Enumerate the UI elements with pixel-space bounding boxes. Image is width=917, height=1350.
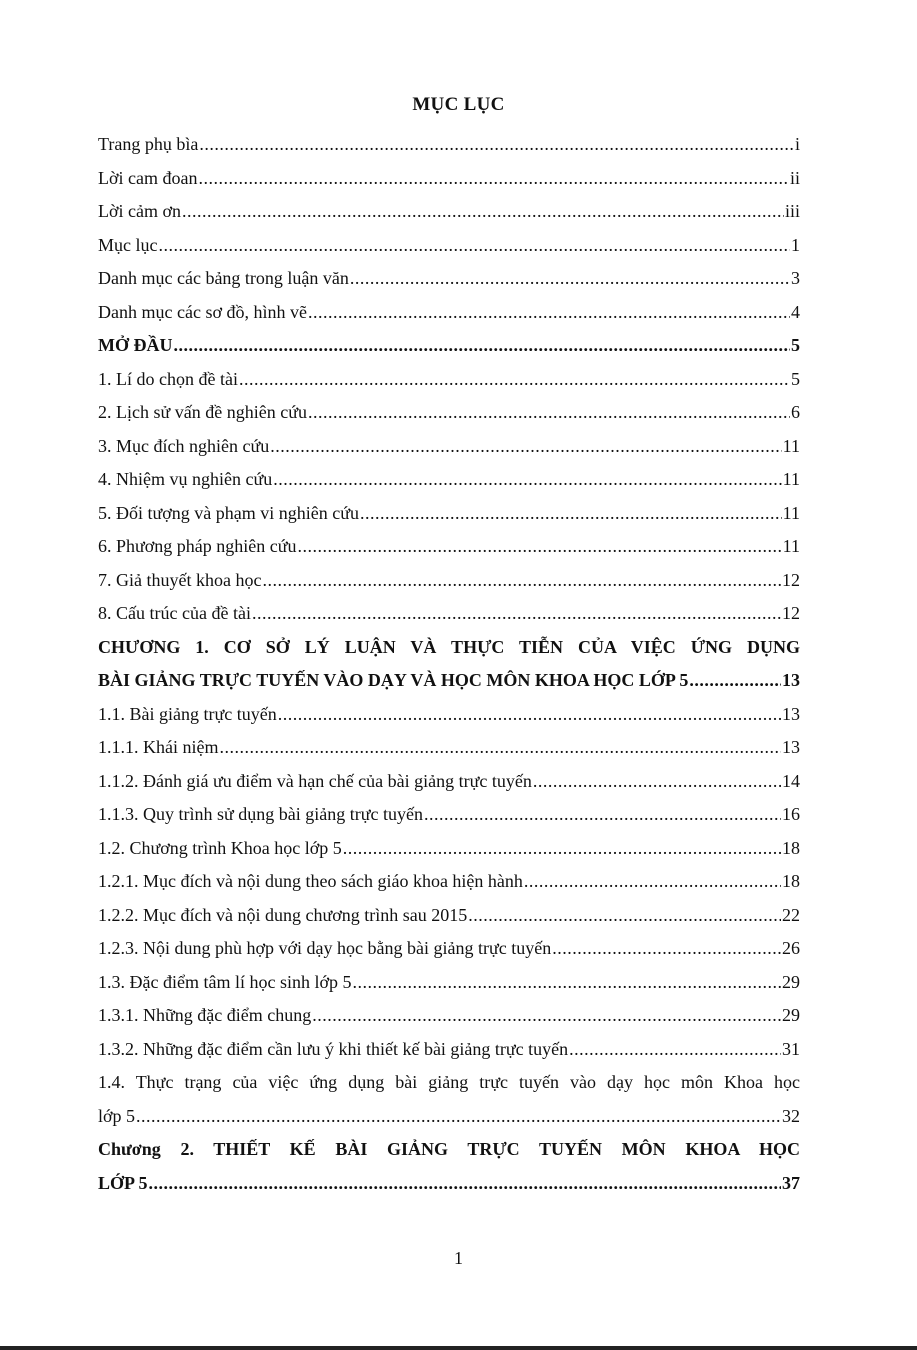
toc-chapter-heading-line1[interactable]: CHƯƠNG 1. CƠ SỞ LÝ LUẬN VÀ THỰC TIỄN CỦA VIỆC ỨNG DỤNG (98, 636, 800, 657)
toc-entry[interactable] (98, 798, 800, 832)
dot-leader (552, 932, 781, 966)
dot-leader (298, 530, 782, 564)
dot-leader (262, 564, 781, 598)
toc-entry[interactable] (98, 128, 800, 162)
toc-entry-page: 16 (782, 804, 800, 824)
toc-entry-label: Danh mục các bảng trong luận văn (98, 268, 349, 288)
dot-leader (689, 664, 781, 698)
toc-entry-page: 18 (782, 837, 800, 858)
toc-entry[interactable] (98, 832, 800, 866)
toc-entry[interactable] (98, 999, 800, 1033)
dot-leader (219, 731, 781, 765)
toc-entry-page: 3 (791, 268, 800, 288)
toc-entry[interactable] (98, 262, 800, 296)
toc-entry-label: Lời cảm ơn (98, 201, 182, 221)
toc-entry-page: 29 (782, 971, 800, 992)
toc-entry-page: 31 (782, 1038, 800, 1059)
toc-entry-line1[interactable]: 1.4. Thực trạng của việc ứng dụng bài giảng trực tuyến vào dạy học môn Khoa học (98, 1072, 800, 1092)
toc-entry-page: 1 (791, 234, 800, 255)
toc-entry-page: iii (784, 201, 800, 221)
dot-leader (273, 463, 781, 497)
toc-entry-label: 1.3.2. Những đặc điểm cần lưu ý khi thiết kế bài giảng trực tuyến (98, 1038, 569, 1059)
toc-entry[interactable] (98, 430, 800, 464)
toc-entry-label: 1.1.1. Khái niệm (98, 737, 219, 757)
toc-entry-label: 4. Nhiệm vụ nghiên cứu (98, 469, 273, 489)
toc-entry-label: 1.2.3. Nội dung phù hợp với dạy học bằng bài giảng trực tuyến (98, 938, 552, 958)
dot-leader (174, 329, 791, 363)
toc-chapter-heading-line1[interactable]: Chương 2. THIẾT KẾ BÀI GIẢNG TRỰC TUYẾN MÔN KHOA HỌC (98, 1139, 800, 1159)
toc-entry[interactable] (98, 195, 800, 229)
toc-entry-label: MỞ ĐẦU (98, 335, 173, 355)
toc-entry[interactable] (98, 162, 800, 196)
toc-entry-page: 13 (782, 703, 800, 724)
page-title: MỤC LỤC (412, 94, 505, 115)
dot-leader (182, 195, 784, 229)
toc-entry[interactable] (98, 363, 800, 397)
toc-entry-page: 13 (782, 737, 800, 757)
toc-entry[interactable] (98, 966, 800, 1000)
toc-entry[interactable] (98, 865, 800, 899)
dot-leader (352, 966, 781, 1000)
toc-chapter-heading[interactable] (98, 664, 800, 698)
toc-entry-page: i (794, 134, 800, 154)
dot-leader (533, 765, 781, 799)
toc-entry[interactable] (98, 698, 800, 732)
toc-entry-label: 1. Lí do chọn đề tài (98, 368, 238, 389)
toc-entry-label: Danh mục các sơ đồ, hình vẽ (98, 301, 307, 322)
toc-entry-page: 18 (782, 871, 800, 891)
toc-entry-label: 2. Lịch sử vấn đề nghiên cứu (98, 402, 307, 422)
toc-entry[interactable] (98, 396, 800, 430)
toc-entry-page: 11 (782, 536, 800, 556)
dot-leader (308, 396, 790, 430)
toc-entry-page: 14 (782, 770, 800, 791)
dot-leader (312, 999, 781, 1033)
toc-entry-page: 22 (782, 904, 800, 925)
toc-entry[interactable] (98, 1033, 800, 1067)
page-bottom-edge (0, 1346, 917, 1350)
toc-entry[interactable] (98, 899, 800, 933)
dot-leader (424, 798, 781, 832)
toc-entry[interactable] (98, 932, 800, 966)
page-number: 1 (454, 1248, 463, 1268)
toc-chapter-heading[interactable] (98, 1167, 800, 1201)
toc-entry-label: 3. Mục đích nghiên cứu (98, 435, 270, 456)
toc-entry-page: 11 (782, 435, 800, 456)
dot-leader (252, 597, 781, 631)
toc-entry-page: 5 (791, 368, 800, 389)
toc-entry-label: 1.2. Chương trình Khoa học lớp 5 (98, 837, 342, 858)
toc-entry-label: LỚP 5 (98, 1172, 148, 1193)
toc-entry-label: lớp 5 (98, 1105, 136, 1126)
toc-entry-page: 5 (791, 335, 800, 355)
toc-entry-label: 1.1.2. Đánh giá ưu điểm và hạn chế của bài giảng trực tuyến (98, 770, 532, 791)
dot-leader (524, 865, 781, 899)
toc-entry[interactable] (98, 765, 800, 799)
toc-entry-page: 37 (782, 1172, 800, 1193)
toc-entry-label: 1.2.2. Mục đích và nội dung chương trình sau 2015 (98, 904, 468, 925)
dot-leader (569, 1033, 781, 1067)
toc-entry-page: ii (789, 167, 800, 188)
dot-leader (360, 497, 782, 531)
dot-leader (198, 162, 789, 196)
dot-leader (278, 698, 781, 732)
toc-entry-page: 6 (791, 402, 800, 422)
toc-entry-label: 5. Đối tượng và phạm vi nghiên cứu (98, 502, 359, 523)
toc-entry[interactable] (98, 229, 800, 263)
dot-leader (149, 1167, 781, 1201)
toc-entry-page: 11 (782, 502, 800, 523)
toc-entry-page: 12 (782, 569, 800, 590)
dot-leader (468, 899, 781, 933)
toc-entry-label: Trang phụ bìa (98, 134, 199, 154)
toc-entry-label: 1.1.3. Quy trình sử dụng bài giảng trực tuyến (98, 804, 423, 824)
toc-entry-page: 13 (782, 670, 800, 690)
toc-entry[interactable] (98, 597, 800, 631)
toc-entry-label: 6. Phương pháp nghiên cứu (98, 536, 297, 556)
toc-entry-page: 32 (782, 1105, 800, 1126)
toc-entry-page: 4 (791, 301, 800, 322)
toc-entry[interactable] (98, 296, 800, 330)
toc-entry-page: 11 (782, 469, 800, 489)
toc-entry-page: 12 (782, 603, 800, 623)
toc-entry[interactable] (98, 463, 800, 497)
dot-leader (308, 296, 790, 330)
toc-entry-label: BÀI GIẢNG TRỰC TUYẾN VÀO DẠY VÀ HỌC MÔN KHOA HỌC LỚP 5 (98, 670, 689, 690)
dot-leader (270, 430, 781, 464)
dot-leader (199, 128, 794, 162)
toc-entry[interactable] (98, 1100, 800, 1134)
table-of-contents (98, 128, 800, 1200)
toc-entry-label: Mục lục (98, 234, 158, 255)
dot-leader (136, 1100, 781, 1134)
toc-entry-label: 8. Cấu trúc của đề tài (98, 603, 251, 623)
toc-entry-label: 1.3.1. Những đặc điểm chung (98, 1005, 312, 1025)
toc-entry[interactable] (98, 497, 800, 531)
toc-entry-page: 26 (782, 938, 800, 958)
toc-entry[interactable] (98, 731, 800, 765)
toc-section-heading[interactable] (98, 329, 800, 363)
toc-entry-label: 1.1. Bài giảng trực tuyến (98, 703, 277, 724)
toc-entry-label: 1.2.1. Mục đích và nội dung theo sách giáo khoa hiện hành (98, 871, 523, 891)
dot-leader (350, 262, 790, 296)
toc-entry-page: 29 (782, 1005, 800, 1025)
dot-leader (343, 832, 781, 866)
toc-entry-label: 7. Giả thuyết khoa học (98, 569, 262, 590)
dot-leader (239, 363, 790, 397)
toc-entry-label: Lời cam đoan (98, 167, 198, 188)
toc-entry[interactable] (98, 564, 800, 598)
dot-leader (158, 229, 790, 263)
toc-entry[interactable] (98, 530, 800, 564)
toc-entry-label: 1.3. Đặc điểm tâm lí học sinh lớp 5 (98, 971, 352, 992)
